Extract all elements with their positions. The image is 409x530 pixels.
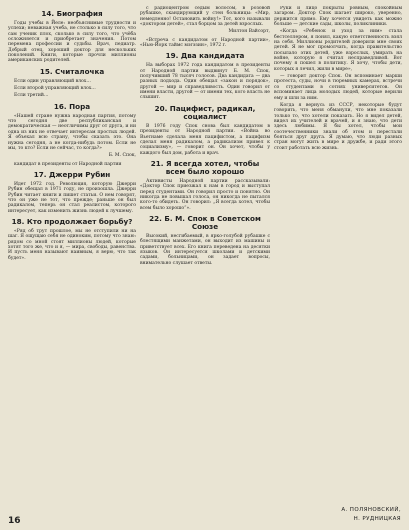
paragraph: На выборах 1972 года кандидатом в президенты от Народной партии выдвинут Б. М. Спок, получивший 78 тысяч голосов. Два кандидата — два разных подхода. Один обещал «закон и порядок», другой — мир и справедливость. Один говорил от имени власти, другой — от имени тех, кого власть не слышит.: [140, 63, 270, 101]
paragraph: Активисты Народной партии рассказывали: «Доктор Спок приезжал к нам в город и выступал перед студентами. Он говорил просто и понятно. Он никогда не повышал голоса, он никогда не пытался кого-то обидеть. Он говорил: „Я всегда хотел, чтобы всем было хорошо“».: [140, 178, 270, 211]
heading-spock-ussr: 22. Б. М. Спок в Советском Союзе: [149, 213, 261, 231]
column-3: [274, 6, 402, 478]
heading-two-candidates: 19. Два кандидата: [165, 51, 245, 61]
column-1: [8, 6, 136, 521]
paragraph: Если третий…: [14, 93, 49, 99]
author-1: А. ПОЛЯНОВСКИЙ,: [341, 507, 401, 513]
heading-biography: 14. Биография: [41, 9, 103, 18]
page-number: 16: [8, 516, 21, 526]
heading-pacifist: 20. Пацифист, радикал, социалист: [154, 103, 256, 121]
paragraph: «Когда «Ребенок и уход за ним» стала бестселлером, я понял, какую ответственность взял на себя. Миллионы родителей доверили мне своих детей. Я не мог промолчать, когда правительство посылало этих детей, уже взрослых, умирать на войне, которую я считал несправедливой. Вот почему я пошел в политику. Я хочу, чтобы дети, которых я лечил, жили в мире»,: [274, 29, 402, 72]
paragraph: В 1976 году Спок снова был кандидатом в президенты от Народной партии. «Война во Вьетнаме сделала меня пацифистом, а пацифизм сделал меня радикалом, а радикализм привел к социализму», — говорит он. Он хочет, чтобы у каждого был дом, работа и врач.: [140, 123, 270, 156]
paragraph: — говорит доктор Спок. Он вспоминает марши протеста, суды, ночи в тюремных камерах, встречи со студентами в сотнях университетов. Он вспоминает лица молодых людей, которые верили ему и шли за ним.: [274, 74, 402, 101]
paragraph: «Нашей стране нужна народная партия, потому что сегодня две республиканская и демократическая — неотличимы друг от друга, и ни одна из них не отвечает интересам простых людей. Я объехал всю страну, чтобы сказать это. Она нужна сегодня, а не когда-нибудь потом. Если не мы, то кто? Если не сейчас, то когда?»: [8, 113, 136, 151]
author-2: Н. РУДНИЦКАЯ: [353, 516, 401, 522]
quote-note: «Встреча с кандидатом от Народной партии», «Нью-Йорк таймс мэгэзин», 1972 г.: [140, 37, 270, 49]
author-credits: [291, 506, 401, 524]
paragraph: Если один управляющий влох…: [14, 78, 91, 84]
heading-counting: 15. Считалочка: [39, 66, 105, 76]
paragraph: Когда я вернусь из СССР, некоторые будут говорить, что меня обманули, что мне показали только то, что хотели показать. Но я видел детей, видел их учителей и врачей, и я знаю, что дети здесь любимы. Я бы хотел, чтобы мои соотечественники знали об этом и перестали бояться друг друга. Я думаю, что люди разных стран могут жить в мире и дружбе, и ради этого стоит работать всю жизнь.: [274, 102, 402, 151]
paragraph: Руки и лицо покрыты ровным, спокойным загаром. Доктор Спок шагает широко, уверенно, держится прямо. Ему хочется увидеть как можно больше — детские сады, школы, поликлиники.: [274, 6, 402, 28]
paragraph: Высокий, несгибаемый, в ярко-голубой рубашке с блестящими манжетами, он выходит из машины и приветствует всех. Его книга переведена на десятки языков. Он интересуется школами и детскими садами, больницами, он задает вопросы, внимательно слушает ответы.: [140, 233, 270, 266]
paragraph: Годы учебы в Йеле: необъяснимые трудности и успехи; неважная учеба, не столько в силу того, что сам ученик плох, сколько в силу того, что учёба осложняется и приобретает значения. Потом перемена профессии и судьбы. Врач, педиатр. Добрый отец, хороший доктор для нескольких поколений. Книги, которые прочли миллионы американских родителей.: [8, 21, 136, 64]
heading-always-wanted: 21. Я всегда хотел, чтобы всем было хорошо: [150, 158, 260, 176]
heading-who-continues: 18. Кто продолжает борьбу?: [11, 216, 133, 226]
signature-note: кандидат в президенты от Народной партии: [14, 161, 122, 167]
paragraph: «Ряд об трут прошлое, мы не отступили ни на шаг. Я ощущаю себя не одиноким, потому что знаю: рядом со мной стоят миллионы людей, которые хотят того же, что и я, — мира, свободы, равенства. И пусть меня называют наивным, я верю, что так будет».: [8, 228, 136, 261]
paragraph: Идет 1972 год. Революция, которую Джерри Рубин обещал в 1971 году, не произошла. Джерри Рубин читает книги и пишет статьи. О нем говорят, что он уже не тот, что прежде; раньше он был радикалом, теперь он стал реалистом, которого интересует, как изменить жизнь людей к лучшему.: [8, 181, 136, 214]
heading-rubin: 17. Джерри Рубин: [33, 169, 111, 179]
paragraph: с радиоцентром седым волосом, в розовой рубашке, скандирующий у стен больницы: «Мир, немедленно! Остановить войну!» Тот, кого называли «доктором детей», стал борцом за детей взрослых.: [140, 6, 270, 28]
quote-author: Милтон Вайсорт,: [228, 29, 270, 35]
signature: Б. М. Спок,: [108, 153, 136, 159]
paragraph: Если второй управляющий влох…: [14, 86, 96, 92]
heading-war: 16. Пора: [53, 101, 91, 111]
column-2: [140, 6, 270, 521]
